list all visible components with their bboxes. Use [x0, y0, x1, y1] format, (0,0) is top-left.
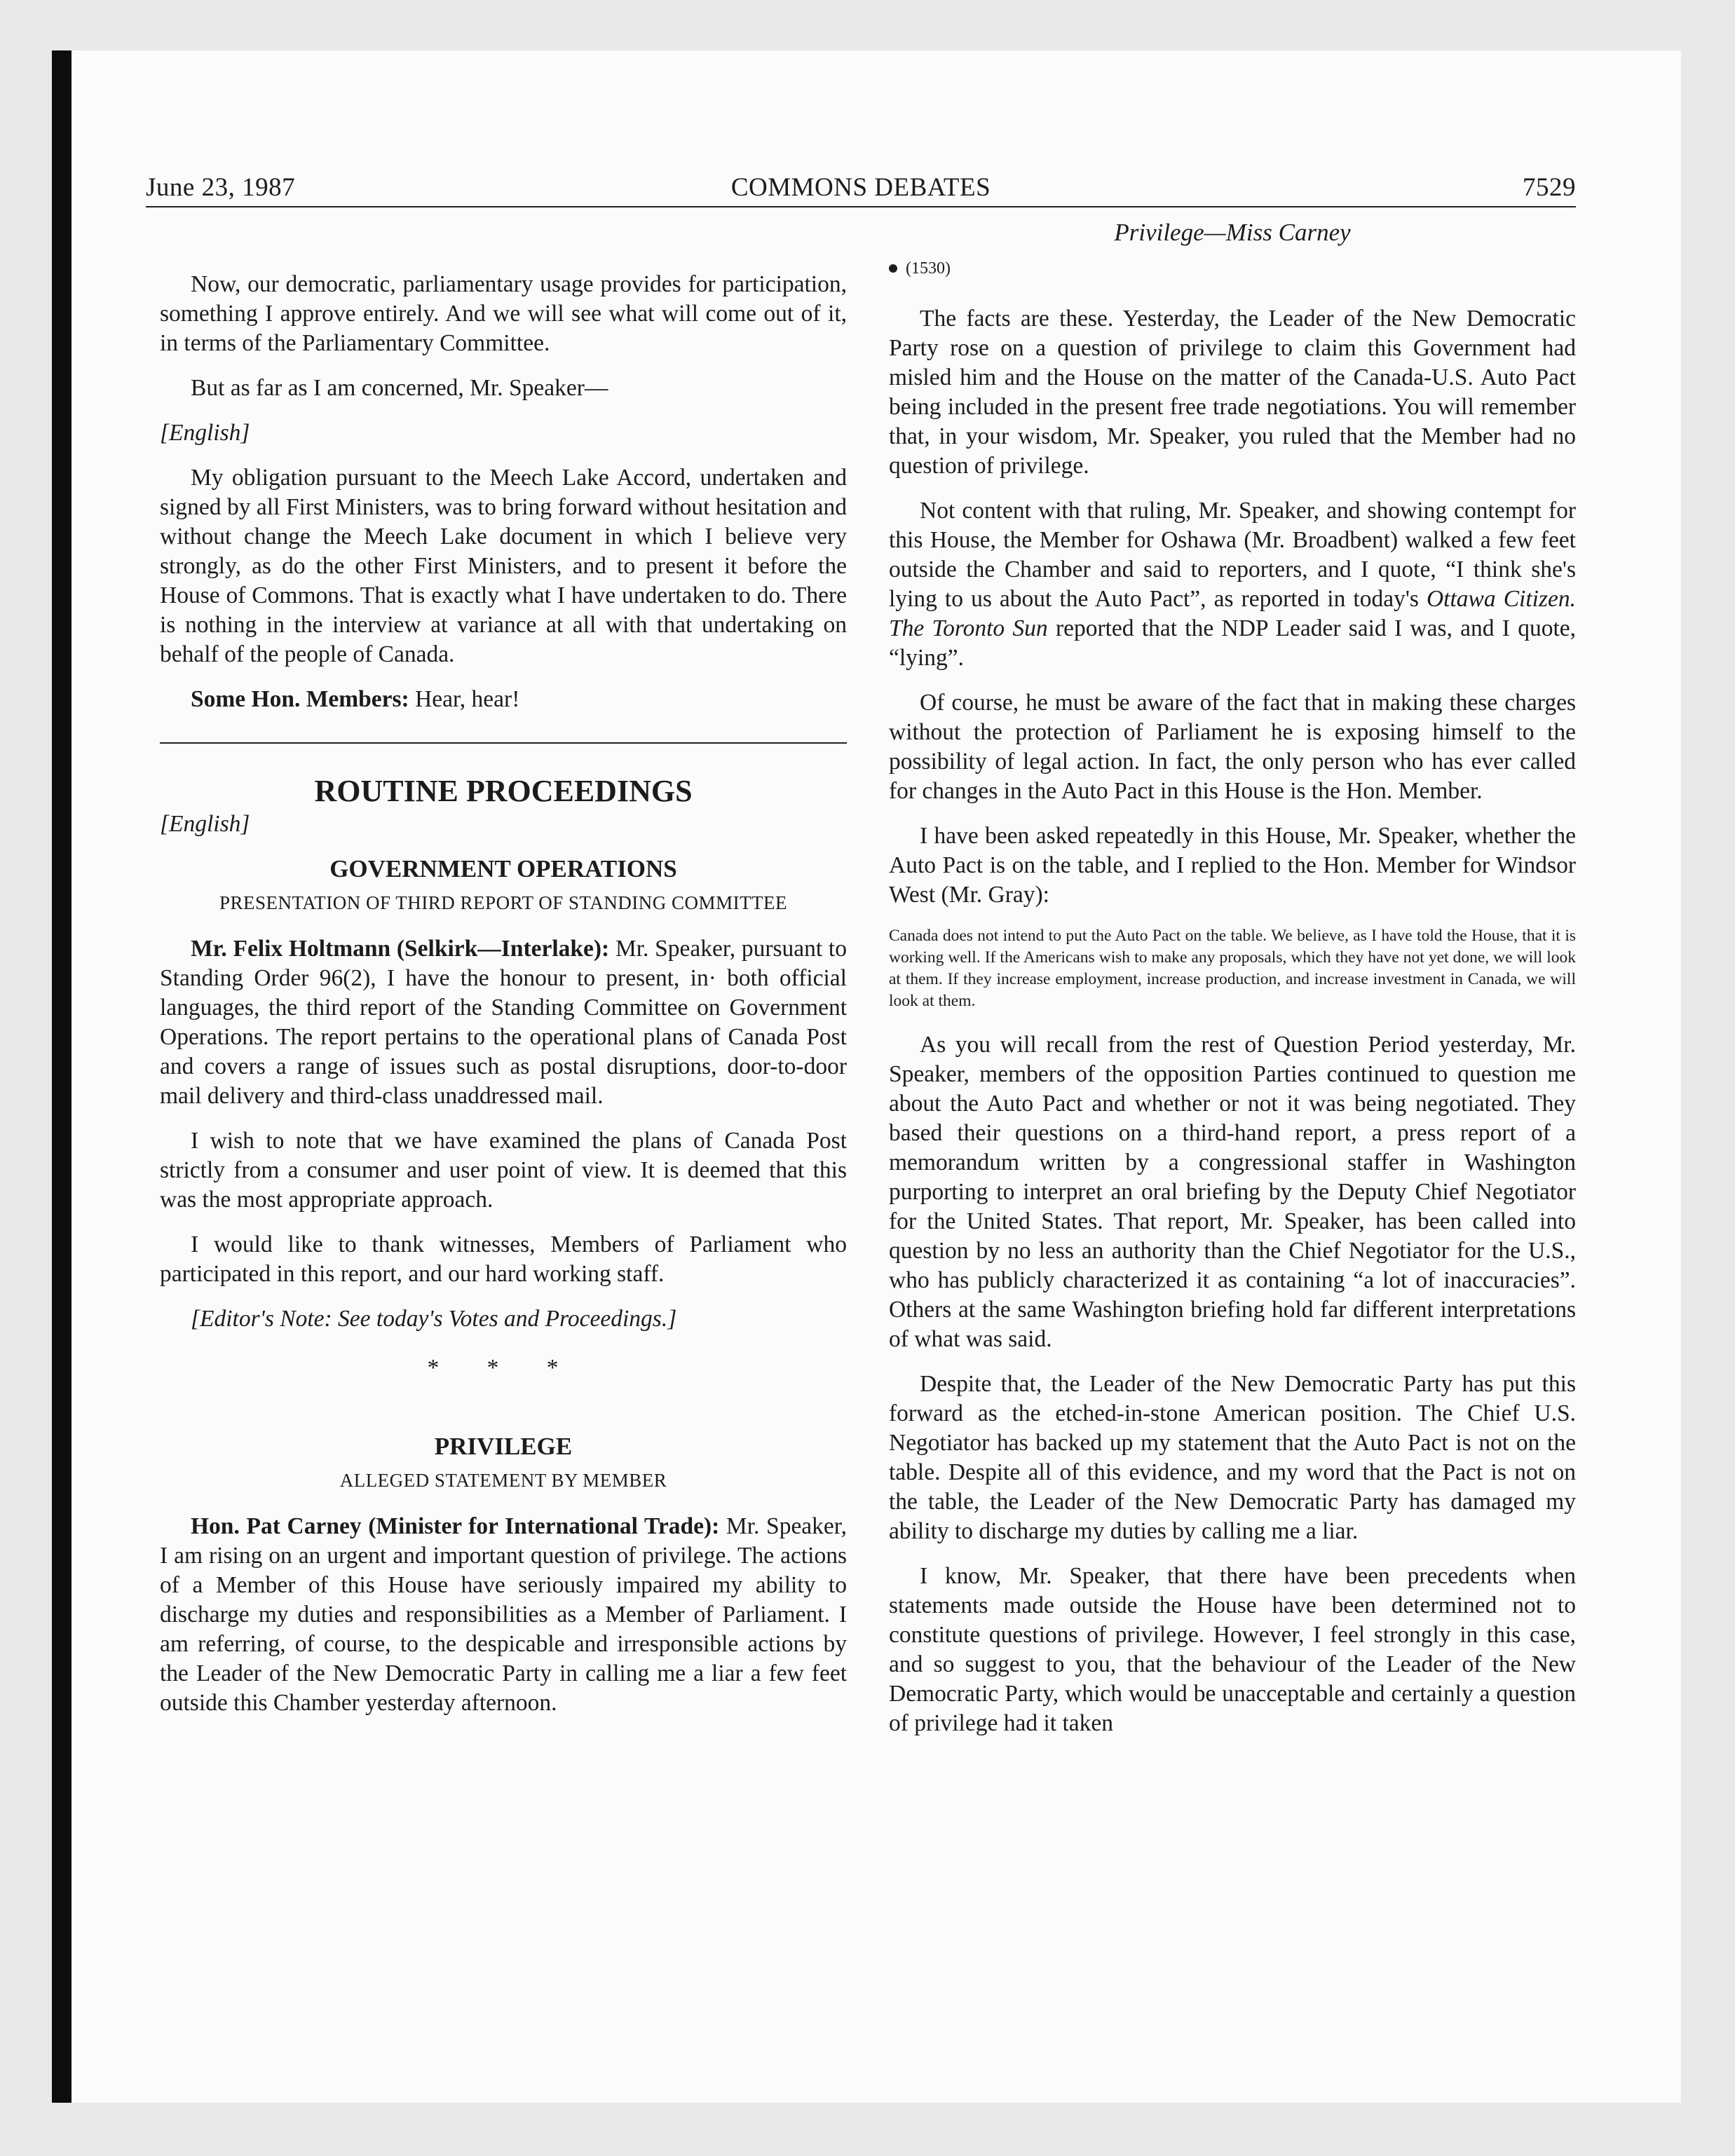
- editor-note: [Editor's Note: See today's Votes and Proceedings.]: [191, 1306, 677, 1332]
- paragraph: I wish to note that we have examined the plans of Canada Post strictly from a consumer and user point of view. It is deemed that this was the most appropriate approach.: [160, 1128, 847, 1213]
- timestamp-text: (1530): [906, 259, 951, 278]
- right-column: [889, 254, 1576, 1754]
- paragraph: [889, 496, 1576, 673]
- language-marker: [English]: [160, 420, 250, 446]
- page-number: 7529: [1523, 173, 1576, 202]
- section-break-stars: * * *: [427, 1355, 580, 1381]
- speech-text: Hear, hear!: [409, 686, 520, 712]
- bullet-icon: [889, 264, 897, 273]
- paragraph: Despite that, the Leader of the New Democratic Party has put this forward as the etched-in-stone American position. The Chief U.S. Negotiator has backed up my statement that the Auto Pact is not on the table. Despite all of this evidence, and my word that the Pact is not on the table, the Leader of the New Democratic Party has damaged my ability to discharge my duties by calling me a liar.: [889, 1371, 1576, 1544]
- header-date: June 23, 1987: [146, 173, 296, 202]
- header-rule: [146, 206, 1576, 207]
- paragraph: The facts are these. Yesterday, the Leader of the New Democratic Party rose on a question of privilege to claim this Government had misled him and the House on the matter of the Canada-U.S. Auto Pact being included in the present free trade negotiations. You will remember that, in your wisdom, Mr. Speaker, you ruled that the Member had no question of privilege.: [889, 306, 1576, 479]
- speaker-name: Hon. Pat Carney (Minister for International Trade):: [191, 1513, 720, 1539]
- language-marker: [English]: [160, 811, 250, 837]
- section-heading: PRIVILEGE: [434, 1433, 573, 1460]
- left-column: [160, 270, 847, 1733]
- paragraph: I have been asked repeatedly in this House, Mr. Speaker, whether the Auto Pact is on the table, and I replied to the Hon. Member for Windsor West (Mr. Gray):: [889, 823, 1576, 908]
- speech-text: reported that the NDP Leader said I was, and I quote, “lying”.: [889, 615, 1576, 671]
- speech-text: Mr. Speaker, pursuant to Standing Order 96(2), I have the honour to present, in· both official languages, the third report of the Standing Committee on Government Operations. The report pertains to the operational plans of Canada Post and covers a range of issues such as postal disruptions, door-to-door mail delivery and third-class unaddressed mail.: [160, 936, 847, 1109]
- paragraph: But as far as I am concerned, Mr. Speaker—: [191, 375, 608, 401]
- section-divider: [160, 742, 847, 744]
- binding-edge: [52, 50, 72, 2103]
- running-title: Privilege—Miss Carney: [1114, 219, 1351, 246]
- section-heading: ROUTINE PROCEEDINGS: [314, 774, 693, 808]
- paragraph: [160, 685, 847, 714]
- timestamp: [889, 254, 1576, 283]
- paragraph: Of course, he must be aware of the fact that in making these charges without the protection of Parliament he is exposing himself to the possibility of legal action. In fact, the only person who has ever called for changes in the Auto Pact in this House is the Hon. Member.: [889, 690, 1576, 804]
- paragraph: I know, Mr. Speaker, that there have been precedents when statements made outside the House have been determined not to constitute questions of privilege. However, I feel strongly in this case, and so suggest to you, that the behaviour of the Leader of the New Democratic Party, which would be unacceptable and certainly a question of privilege had it taken: [889, 1563, 1576, 1736]
- paragraph: My obligation pursuant to the Meech Lake Accord, undertaken and signed by all First Ministers, was to bring forward without hesitation and without change the Meech Lake document in which I believe very strongly, as do the other First Ministers, and to present it before the House of Commons. That is exactly what I have undertaken to do. There is nothing in the interview at variance at all with that undertaking on behalf of the people of Canada.: [160, 465, 847, 667]
- subsection-subheading: PRESENTATION OF THIRD REPORT OF STANDING COMMITTEE: [219, 892, 788, 913]
- block-quote: Canada does not intend to put the Auto Pact on the table. We believe, as I have told the House, that it is working well. If the Americans wish to make any proposals, which they have not yet done, we will look at them. If they increase employment, increase production, and increase investment in Canada, we will look at them.: [889, 927, 1576, 1010]
- subsection-subheading: ALLEGED STATEMENT BY MEMBER: [339, 1470, 667, 1491]
- speech-text: Not content with that ruling, Mr. Speaker, and showing contempt for this House, the Member for Oshawa (Mr. Broadbent) walked a few feet outside the Chamber and said to reporters, and I quote, “I think she's lying to us about the Auto Pact”, as reported in today's: [889, 498, 1576, 612]
- newspaper-names: Ottawa Citizen. The Toronto Sun: [889, 586, 1577, 641]
- speaker-name: Some Hon. Members:: [191, 686, 409, 712]
- paragraph: I would like to thank witnesses, Members of Parliament who participated in this report, and our hard working staff.: [160, 1231, 847, 1287]
- subsection-heading: GOVERNMENT OPERATIONS: [329, 855, 677, 882]
- paragraph: As you will recall from the rest of Question Period yesterday, Mr. Speaker, members of the opposition Parties continued to question me about the Auto Pact and whether or not it was being negotiated. They based their questions on a third-hand report, a press report of a memorandum written by a congressional staffer in Washington purporting to interpret an oral briefing by the Deputy Chief Negotiator for the United States. That report, Mr. Speaker, has been called into question by no less an authority than the Chief Negotiator for the U.S., who has publicly characterized it as containing “a lot of inaccuracies”. Others at the same Washington briefing hold far different interpretations of what was said.: [889, 1032, 1576, 1352]
- page-header: [146, 172, 1576, 206]
- speaker-name: Mr. Felix Holtmann (Selkirk—Interlake):: [191, 936, 610, 962]
- speech-text: Mr. Speaker, I am rising on an urgent and important question of privilege. The actions of a Member of this House have seriously impaired my ability to discharge my duties and responsibilities as a Member of Parliament. I am referring, of course, to the despicable and irresponsible actions by the Leader of the New Democratic Party in calling me a liar a few feet outside this Chamber yesterday afternoon.: [160, 1513, 847, 1716]
- header-title: COMMONS DEBATES: [730, 173, 991, 202]
- paragraph: [160, 1512, 847, 1718]
- paragraph: [160, 934, 847, 1111]
- paragraph: Now, our democratic, parliamentary usage provides for participation, something I approve entirely. And we will see what will come out of it, in terms of the Parliamentary Committee.: [160, 271, 847, 356]
